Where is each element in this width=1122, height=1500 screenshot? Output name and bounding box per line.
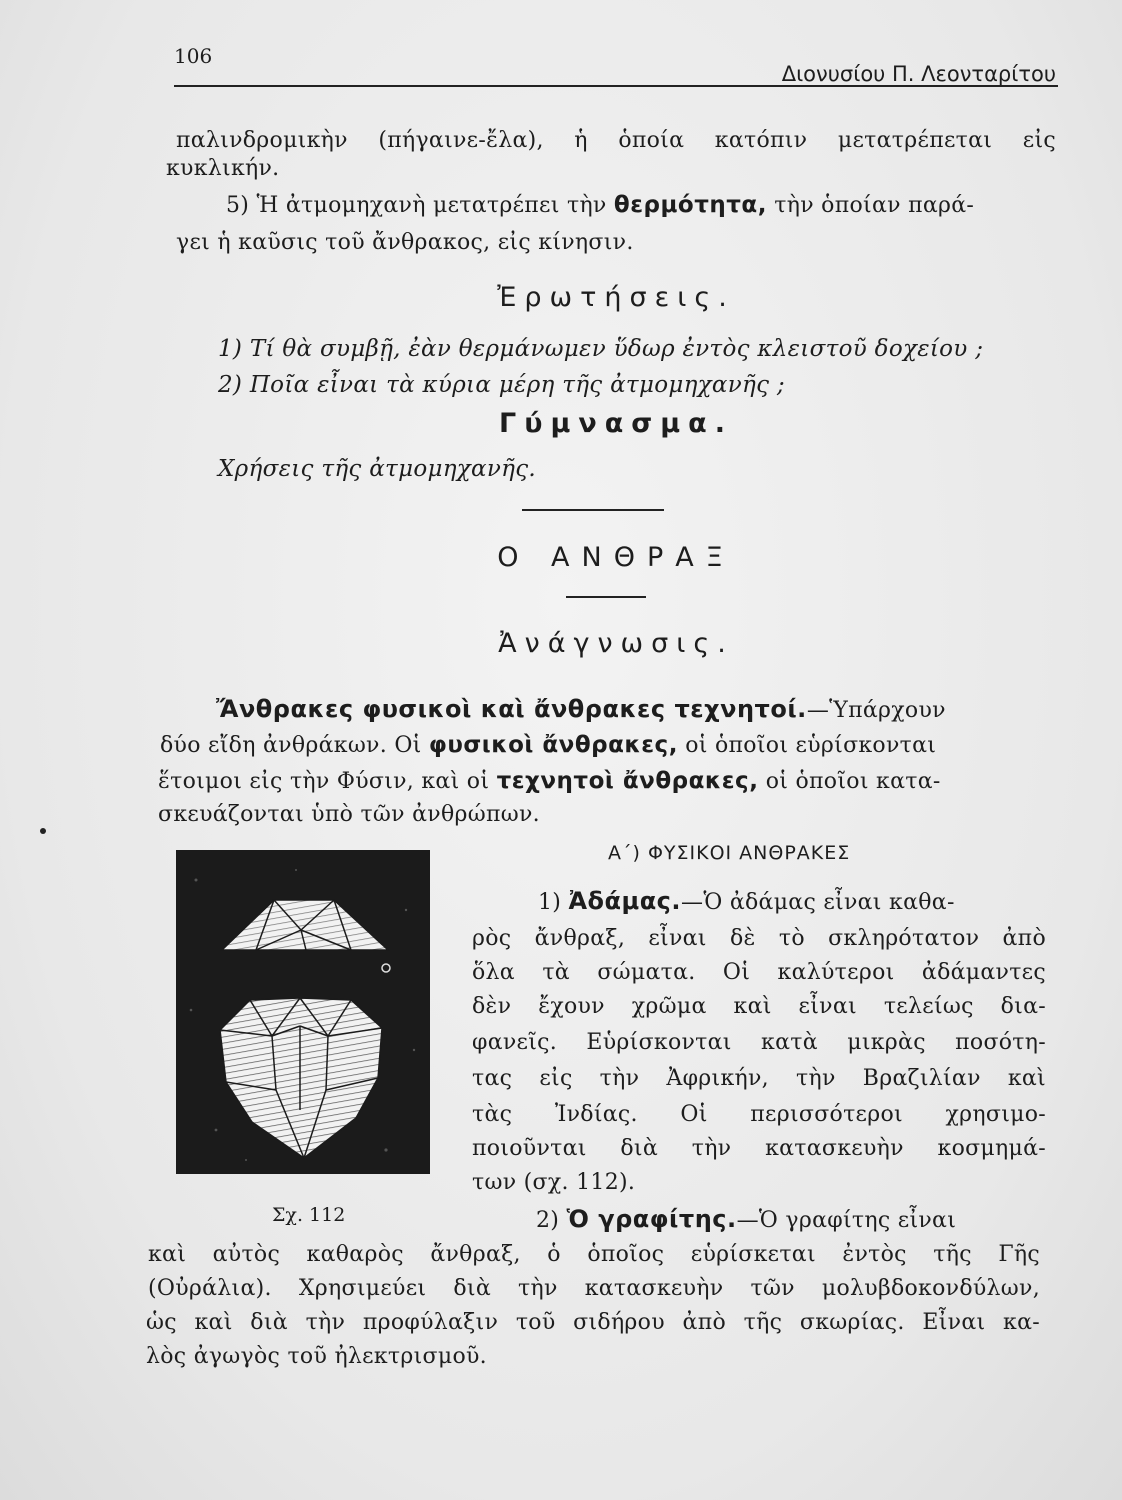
question-1: 1) Τί θὰ συμβῇ, ἐὰν θερμάνωμεν ὕδωρ ἐντὸς κλειστοῦ δοχείου ; xyxy=(218,336,984,362)
paragraph-5-line-1 xyxy=(226,188,1056,223)
graphite-bold: Ὁ γραφίτης. xyxy=(566,1205,737,1233)
graphite-line-1-rest: —Ὁ γραφίτης εἶναι xyxy=(736,1208,957,1233)
exercise-text: Χρήσεις τῆς ἀτμομηχανῆς. xyxy=(218,456,537,482)
running-title: Διονυσίου Π. Λεονταρίτου xyxy=(781,62,1056,86)
diamond-line-2: ρὸς ἄνθραξ, εἶναι δὲ τὸ σκληρότατον ἀπὸ xyxy=(472,926,1046,951)
diamond-line-8: ποιοῦνται διὰ τὴν κατασκευὴν κοσμημά- xyxy=(472,1136,1046,1161)
reading-title: Ἀνάγνωσις. xyxy=(498,628,734,659)
margin-dot xyxy=(40,828,46,834)
diamond-figure xyxy=(176,850,430,1174)
reading-line-1 xyxy=(216,692,1046,728)
diamond-bold: Ἀδάμας. xyxy=(568,887,682,915)
reading-line-2-b: οἱ ὁποῖοι εὑρίσκονται xyxy=(677,733,937,758)
diamond-number: 1) xyxy=(538,890,569,915)
reading-line-3-b: οἱ ὁποῖοι κατα- xyxy=(758,769,941,794)
paragraph-5-line-2: γει ἡ καῦσις τοῦ ἄνθρακος, εἰς κίνησιν. xyxy=(176,230,634,255)
figure-caption: Σχ. 112 xyxy=(272,1204,346,1226)
header-rule xyxy=(174,85,1058,87)
reading-lead-bold: Ἄνθρακες φυσικοὶ καὶ ἄνθρακες τεχνητοί. xyxy=(216,695,807,723)
questions-title: Ἐρωτήσεις. xyxy=(497,282,735,313)
diamond-line-1-rest: —Ὁ ἀδάμας εἶναι καθα- xyxy=(681,890,955,915)
diamond-illustration xyxy=(176,850,430,1174)
intro-line-1: παλινδρομικὴν (πήγαινε-ἔλα), ἡ ὁποία κατόπιν μετατρέπεται εἰς xyxy=(176,128,1056,153)
reading-lead-rest: —Ὑπάρχουν xyxy=(806,698,946,723)
graphite-line-1 xyxy=(536,1202,1046,1238)
reading-line-2 xyxy=(160,728,1050,763)
p5-text-a: 5) Ἡ ἀτμομηχανὴ μετατρέπει τὴν xyxy=(226,193,614,218)
diamond-line-6: τας εἰς τὴν Ἀφρικήν, τὴν Βραζιλίαν καὶ xyxy=(472,1066,1046,1091)
diamond-line-5: φανεῖς. Εὑρίσκονται κατὰ μικρὰς ποσότη- xyxy=(472,1030,1046,1055)
chapter-title: Ο ΑΝΘΡΑΞ xyxy=(497,542,735,573)
exercise-title: Γύμνασμα. xyxy=(499,408,733,439)
diamond-line-9: των (σχ. 112). xyxy=(472,1170,636,1195)
subsection-title: Α΄) ΦΥΣΙΚΟΙ ΑΝΘΡΑΚΕΣ xyxy=(608,842,851,864)
diamond-line-4: δὲν ἔχουν χρῶμα καὶ εἶναι τελείως δια- xyxy=(472,994,1046,1019)
graphite-number: 2) xyxy=(536,1208,567,1233)
diamond-line-7: τὰς Ἰνδίας. Οἱ περισσότεροι χρησιμο- xyxy=(472,1102,1046,1127)
p5-bold: θερμότητα, xyxy=(613,192,767,218)
reading-line-3 xyxy=(158,764,1050,799)
section-rule-2 xyxy=(566,596,646,598)
p5-text-b: τὴν ὁποίαν παρά- xyxy=(766,193,975,218)
reading-line-2-a: δύο εἴδη ἀνθράκων. Οἱ xyxy=(160,733,429,758)
reading-line-4: σκευάζονται ὑπὸ τῶν ἀνθρώπων. xyxy=(158,802,540,827)
question-2: 2) Ποῖα εἶναι τὰ κύρια μέρη τῆς ἀτμομηχανῆς ; xyxy=(218,372,785,398)
reading-line-3-bold: τεχνητοὶ ἄνθρακες, xyxy=(496,768,759,794)
page-number: 106 xyxy=(174,44,213,68)
reading-line-2-bold: φυσικοὶ ἄνθρακες, xyxy=(428,732,678,758)
graphite-line-5: λὸς ἀγωγὸς τοῦ ἠλεκτρισμοῦ. xyxy=(146,1344,487,1369)
intro-line-2: κυκλικήν. xyxy=(166,156,280,181)
diamond-line-1 xyxy=(538,884,1048,920)
graphite-line-4: ὡς καὶ διὰ τὴν προφύλαξιν τοῦ σιδήρου ἀπὸ τῆς σκωρίας. Εἶναι κα- xyxy=(146,1310,1040,1335)
graphite-line-3: (Οὐράλια). Χρησιμεύει διὰ τὴν κατασκευὴν τῶν μολυβδοκονδύλων, xyxy=(148,1276,1040,1301)
diamond-line-3: ὅλα τὰ σώματα. Οἱ καλύτεροι ἀδάμαντες xyxy=(472,960,1046,985)
reading-line-3-a: ἕτοιμοι εἰς τὴν Φύσιν, καὶ οἱ xyxy=(158,769,497,794)
graphite-line-2: καὶ αὐτὸς καθαρὸς ἄνθραξ, ὁ ὁποῖος εὑρίσκεται ἐντὸς τῆς Γῆς xyxy=(148,1242,1040,1267)
section-rule-1 xyxy=(522,509,664,511)
